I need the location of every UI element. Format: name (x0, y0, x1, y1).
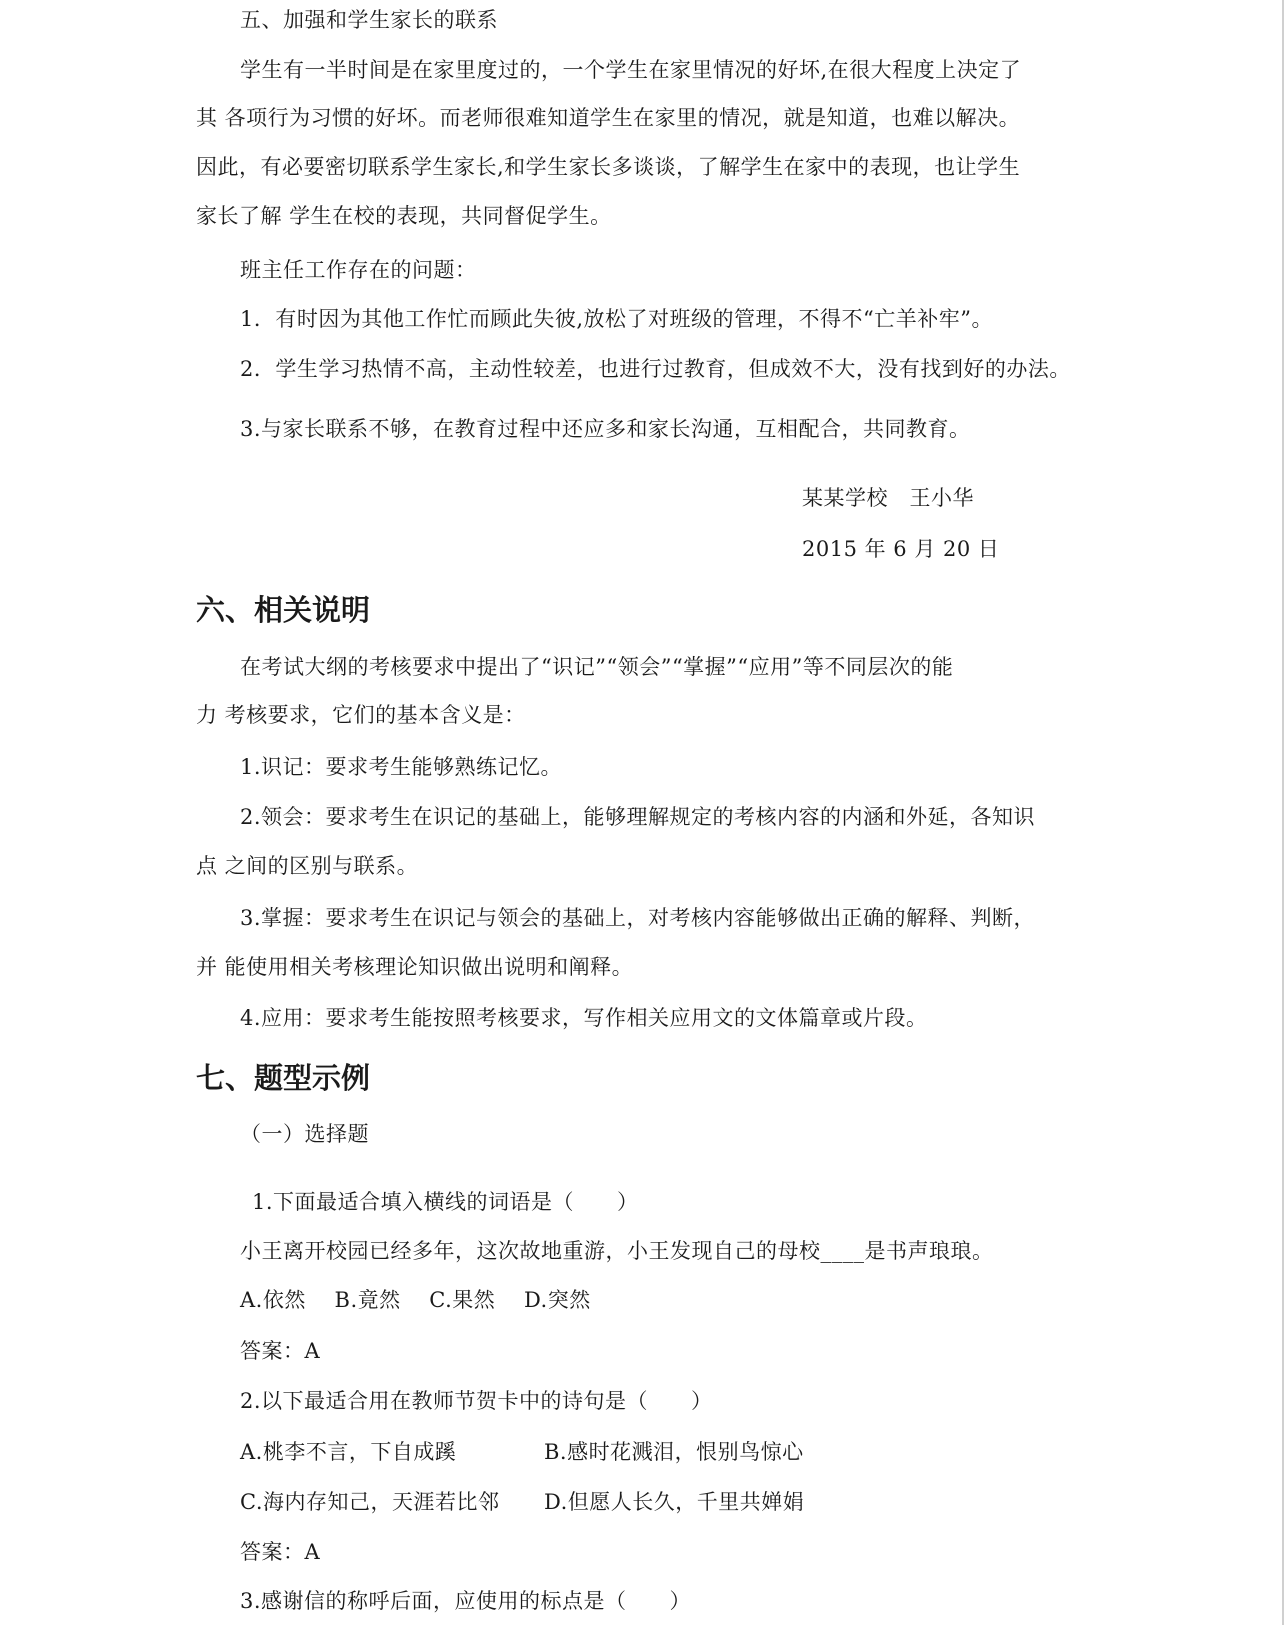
question-2-option-a: A.桃李不言，下自成蹊 (240, 1440, 457, 1464)
signature-date: 2015 年 6 月 20 日 (802, 537, 1000, 561)
signature: 某某学校 王小华 (802, 486, 974, 510)
problem-item: 2．学生学习热情不高，主动性较差，也进行过教育，但成效不大，没有找到好的办法。 (240, 357, 1071, 381)
question-2-answer: 答案：A (240, 1540, 321, 1564)
ability-item: 点 之间的区别与联系。 (196, 854, 419, 878)
ability-item: 2.领会：要求考生在识记的基础上，能够理解规定的考核内容的内涵和外延，各知识 (240, 805, 1036, 829)
ability-item: 4.应用：要求考生能按照考核要求，写作相关应用文的文体篇章或片段。 (240, 1006, 928, 1030)
problem-item: 1．有时因为其他工作忙而顾此失彼,放松了对班级的管理，不得不“亡羊补牢”。 (240, 307, 994, 331)
section-5-paragraph-line: 其 各项行为习惯的好坏。而老师很难知道学生在家里的情况，就是知道，也难以解决。 (196, 106, 1021, 130)
section-6-intro-line: 力 考核要求，它们的基本含义是： (196, 703, 526, 727)
question-1-answer: 答案：A (240, 1339, 321, 1363)
question-2-option-d: D.但愿人长久，千里共婵娟 (544, 1490, 805, 1514)
question-2-option-b: B.感时花溅泪，恨别鸟惊心 (544, 1440, 804, 1464)
question-1-stem: 1.下面最适合填入横线的词语是（ ） (252, 1190, 639, 1214)
section-7-heading: 七、题型示例 (196, 1061, 371, 1095)
question-2-stem: 2.以下最适合用在教师节贺卡中的诗句是（ ） (240, 1389, 713, 1413)
section-5-paragraph-line: 家长了解 学生在校的表现，共同督促学生。 (196, 204, 612, 228)
ability-item: 3.掌握：要求考生在识记与领会的基础上，对考核内容能够做出正确的解释、判断， (240, 906, 1036, 930)
problem-item: 3.与家长联系不够，在教育过程中还应多和家长沟通，互相配合，共同教育。 (240, 417, 971, 441)
ability-item: 1.识记：要求考生能够熟练记忆。 (240, 755, 563, 779)
question-type-subheading: （一）选择题 (240, 1122, 369, 1146)
section-6-heading: 六、相关说明 (196, 593, 371, 627)
problems-title: 班主任工作存在的问题： (240, 258, 477, 282)
question-2-option-c: C.海内存知己，天涯若比邻 (240, 1490, 500, 1514)
section-5-paragraph-line: 因此，有必要密切联系学生家长,和学生家长多谈谈，了解学生在家中的表现，也让学生 (196, 155, 1021, 179)
section-5-title: 五、加强和学生家长的联系 (240, 8, 498, 32)
question-1-sentence: 小王离开校园已经多年，这次故地重游，小王发现自己的母校____是书声琅琅。 (240, 1239, 994, 1263)
ability-item: 并 能使用相关考核理论知识做出说明和阐释。 (196, 955, 634, 979)
section-5-paragraph-line: 学生有一半时间是在家里度过的，一个学生在家里情况的好坏,在很大程度上决定了 (240, 58, 1022, 82)
question-3-stem: 3.感谢信的称呼后面，应使用的标点是（ ） (240, 1589, 692, 1613)
section-6-intro-line: 在考试大纲的考核要求中提出了“识记”“领会”“掌握”“应用”等不同层次的能 (240, 655, 954, 679)
question-1-options: A.依然 B.竟然 C.果然 D.突然 (240, 1288, 591, 1312)
